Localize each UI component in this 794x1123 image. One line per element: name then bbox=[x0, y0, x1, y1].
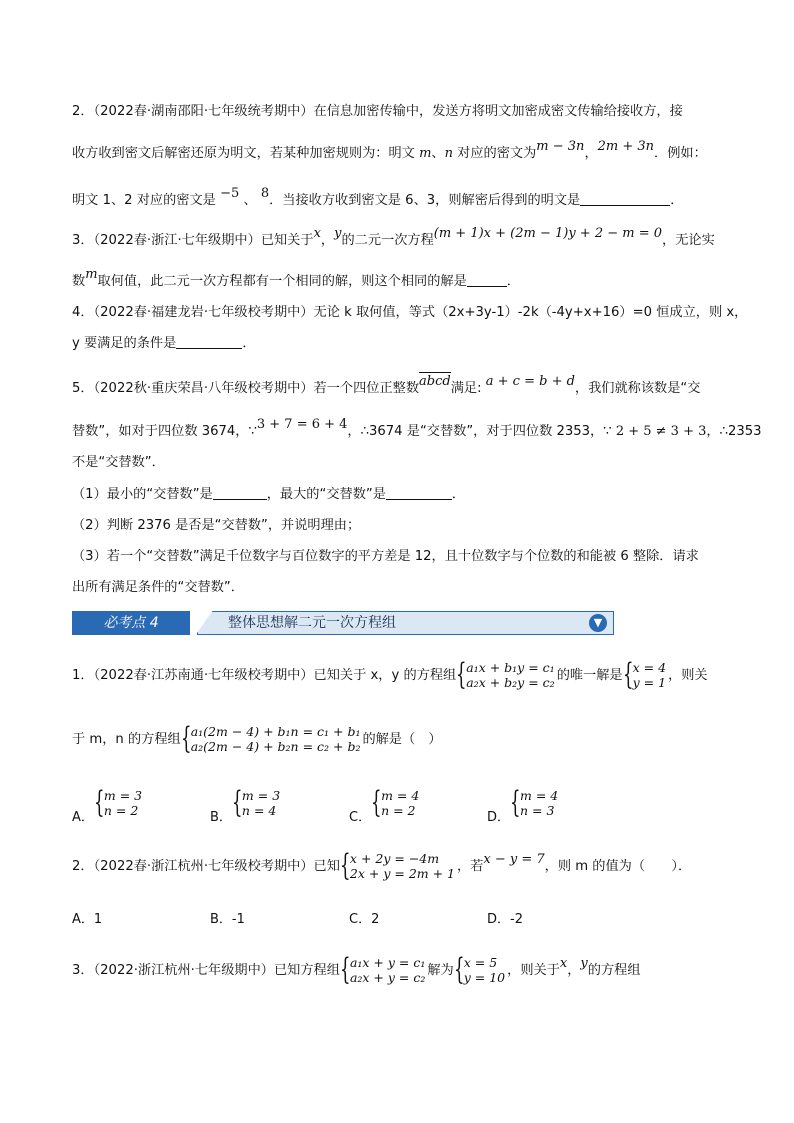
q3-end: ． bbox=[506, 274, 520, 289]
banner-label: 必考点 4 bbox=[72, 611, 190, 635]
option-label: B． bbox=[210, 912, 232, 927]
q4-line-1 bbox=[72, 304, 747, 322]
q2-l3-text-b: ．当接收方收到密文是 6、3，则解密后得到的明文是 bbox=[269, 193, 581, 208]
q2-comma: ， bbox=[584, 146, 598, 161]
option-label: D． bbox=[487, 809, 511, 825]
option-row-1: { m = 3 bbox=[103, 788, 143, 803]
option-value: -2 bbox=[510, 912, 523, 927]
option-row-2: n = 2 bbox=[381, 803, 416, 818]
q3-source: （2022春·浙江·七年级期中） bbox=[93, 233, 261, 248]
s3-text-d: 的方程组 bbox=[587, 963, 641, 978]
q2-var-m: m bbox=[419, 146, 432, 161]
q5-text: 若一个四位正整数 bbox=[313, 381, 420, 396]
s3-var-y: y bbox=[580, 956, 588, 971]
s2-text: 已知 bbox=[313, 859, 340, 874]
q4-number: 4． bbox=[72, 305, 94, 320]
q5-part-2: （2）判断 2376 是否是“交替数”，并说明理由； bbox=[72, 518, 361, 533]
q5-number: 5． bbox=[72, 381, 94, 396]
q3-line-1 bbox=[72, 226, 715, 250]
q2-l2-text-c: ．例如： bbox=[654, 146, 707, 161]
q3-l2-text: 数 bbox=[72, 274, 86, 289]
s1-sol-row-1: { x = 4 bbox=[632, 660, 667, 675]
q4-answer-blank[interactable] bbox=[176, 334, 242, 349]
s3-text: 已知方程组 bbox=[274, 963, 340, 978]
s2-line-1 bbox=[72, 850, 691, 884]
option-system bbox=[234, 788, 280, 818]
s3-sys-row-2: a₂x + y = c₂ bbox=[349, 970, 426, 985]
s3-comma: ， bbox=[567, 963, 581, 978]
s1-sol-row-2: y = 1 bbox=[632, 675, 667, 690]
q5-p1-text: （1）最小的“交替数”是 bbox=[72, 487, 213, 502]
q3-var-y: y bbox=[334, 226, 342, 241]
q2-source: （2022春·湖南邵阳·七年级统考期中） bbox=[93, 104, 314, 119]
option-system bbox=[373, 788, 419, 818]
q2-var-n: n bbox=[444, 146, 453, 161]
q5-part-3-line-2: 出所有满足条件的“交替数”． bbox=[72, 580, 244, 595]
s1-line-2 bbox=[72, 723, 442, 757]
q2-value-2: 8 bbox=[260, 186, 270, 201]
s2-option-d[interactable] bbox=[487, 908, 523, 927]
s2-text-c: ，则 m 的值为（ ）． bbox=[544, 859, 692, 874]
q2-l3-sep: 、 bbox=[243, 193, 257, 208]
option-label: C． bbox=[349, 912, 372, 927]
s1-l2-text-b: 的解是（ ） bbox=[362, 732, 442, 747]
option-row-2: n = 2 bbox=[103, 803, 139, 818]
option-value: 2 bbox=[371, 912, 380, 927]
q3-equation: (m + 1)x + (2m − 1)y + 2 − m = 0 bbox=[433, 226, 663, 241]
s2-text-b: ，若 bbox=[457, 859, 484, 874]
q2-answer-blank[interactable] bbox=[580, 191, 670, 206]
s1-number: 1． bbox=[72, 668, 94, 683]
banner-title: 整体思想解二元一次方程组 bbox=[228, 615, 396, 631]
q3-var-x: x bbox=[313, 226, 321, 241]
q2-end: ． bbox=[670, 193, 684, 208]
s2-system bbox=[342, 851, 455, 881]
s1-sys1-row-1: { a₁x + b₁y = c₁ bbox=[466, 660, 555, 675]
option-label: D． bbox=[487, 912, 511, 927]
q5-l2-text-c: ，∴2353 bbox=[706, 424, 762, 439]
q2-l3-text: 明文 1、2 对应的密文是 bbox=[72, 193, 216, 208]
s2-option-a[interactable] bbox=[72, 908, 102, 927]
s1-system-1 bbox=[458, 660, 554, 690]
q3-var-m: m bbox=[85, 267, 98, 282]
q2-l2-text: 收方收到密文后解密还原为明文，若某种加密规则为：明文 bbox=[72, 146, 415, 161]
s3-sys-row-1: { a₁x + y = c₁ bbox=[349, 955, 426, 970]
section-banner bbox=[72, 611, 612, 635]
s1-option-a[interactable] bbox=[72, 788, 144, 825]
s1-line-1 bbox=[72, 659, 708, 693]
option-row-1: { m = 4 bbox=[520, 788, 559, 803]
option-system bbox=[512, 788, 558, 818]
q5-line-3: 不是“交替数”． bbox=[72, 455, 165, 470]
s1-text: 已知关于 x，y 的方程组 bbox=[313, 668, 457, 683]
s3-number: 3． bbox=[72, 963, 94, 978]
s1-text-c: ，则关 bbox=[668, 668, 708, 683]
s2-source: （2022春·浙江杭州·七年级校考期中） bbox=[93, 859, 314, 874]
s2-option-c[interactable] bbox=[349, 908, 379, 927]
s3-var-x: x bbox=[559, 956, 568, 971]
option-value: -1 bbox=[231, 912, 245, 927]
q5-p1-blank-1[interactable] bbox=[213, 485, 267, 500]
q4-text: 无论 k 取何值，等式（2x+3y-1）-2k（-4y+x+16）=0 恒成立，则 x， bbox=[313, 305, 748, 320]
q2-l2-text-b: 对应的密文为 bbox=[457, 146, 537, 161]
s1-option-d[interactable] bbox=[487, 788, 560, 825]
s2-number: 2． bbox=[72, 859, 94, 874]
s1-source: （2022春·江苏南通·七年级校考期中） bbox=[93, 668, 314, 683]
s3-text-b: 解为 bbox=[427, 963, 454, 978]
s3-source: （2022·浙江杭州·七年级期中） bbox=[93, 963, 274, 978]
option-value: 1 bbox=[93, 912, 103, 927]
s1-text-b: 的唯一解是 bbox=[556, 668, 623, 683]
s3-line-1 bbox=[72, 954, 641, 988]
q5-p1-end: ． bbox=[451, 487, 466, 502]
option-label: A． bbox=[72, 912, 94, 927]
option-row-2: n = 4 bbox=[241, 803, 277, 818]
s1-option-b[interactable] bbox=[210, 788, 282, 825]
s2-option-b[interactable] bbox=[210, 908, 245, 927]
q2-value-1: −5 bbox=[220, 186, 240, 201]
q3-text-b: 的二元一次方程 bbox=[341, 233, 434, 248]
q5-line-2 bbox=[72, 417, 762, 441]
q5-equation: a + c = b + d bbox=[485, 374, 575, 389]
q3-number: 3． bbox=[72, 233, 94, 248]
q2-line-3 bbox=[72, 186, 684, 210]
s2-sys-row-2: 2x + y = 2m + 1 bbox=[349, 866, 456, 881]
option-row-1: { m = 3 bbox=[241, 788, 281, 803]
s2-sys-row-1: { x + 2y = −4m bbox=[349, 851, 440, 866]
option-label: A． bbox=[72, 809, 94, 825]
banner-title-box bbox=[197, 611, 614, 635]
q4-line-2 bbox=[72, 334, 256, 353]
q5-l2-text-b: ，∴3674 是“交替数”，对于四位数 2353，∵ bbox=[347, 424, 612, 439]
q5-p1-text-b: ，最大的“交替数”是 bbox=[266, 487, 386, 502]
q5-p1-blank-2[interactable] bbox=[386, 485, 452, 500]
q3-answer-blank[interactable] bbox=[467, 272, 507, 287]
q5-l2-text: 替数”，如对于四位数 3674，∵ bbox=[72, 424, 257, 439]
q5-text-b: 满足: bbox=[450, 381, 482, 396]
s1-solution bbox=[625, 660, 666, 690]
q4-source: （2022春·福建龙岩·七年级校考期中） bbox=[93, 305, 314, 320]
s1-l2-text: 于 m，n 的方程组 bbox=[72, 732, 181, 747]
s3-solution bbox=[456, 955, 505, 985]
q3-comma: ， bbox=[320, 233, 335, 248]
q5-part-3-line-1: （3）若一个“交替数”满足千位数字与百位数字的平方差是 12，且十位数字与个位数的和能被 6 整除．请求 bbox=[72, 549, 699, 564]
s1-sys2-row-2: a₂(2m − 4) + b₂n = c₂ + b₂ bbox=[190, 739, 361, 754]
chevron-down-circle-icon[interactable]: ▼ bbox=[589, 614, 607, 632]
q2-sep: 、 bbox=[431, 146, 445, 161]
q5-text-c: ，我们就称该数是“交 bbox=[574, 381, 701, 396]
q3-text: 已知关于 bbox=[260, 233, 314, 248]
q4-end: ． bbox=[242, 336, 256, 351]
q5-example-eq-2: 2 + 5 ≠ 3 + 3 bbox=[615, 424, 707, 439]
s2-equation: x − y = 7 bbox=[483, 852, 545, 867]
option-row-1: { m = 4 bbox=[381, 788, 420, 803]
q2-cipher-expr-1: m − 3n bbox=[536, 139, 585, 154]
option-label: B． bbox=[210, 809, 232, 825]
q4-l2-text: y 要满足的条件是 bbox=[72, 336, 177, 351]
s3-text-c: ，则关于 bbox=[507, 963, 560, 978]
q3-line-2 bbox=[72, 267, 520, 291]
s3-sol-row-1: { x = 5 bbox=[463, 955, 498, 970]
option-label: C． bbox=[349, 809, 372, 825]
q2-line-1 bbox=[72, 103, 683, 121]
q5-part-1 bbox=[72, 485, 465, 504]
option-system bbox=[96, 788, 142, 818]
s1-sys1-row-2: a₂x + b₂y = c₂ bbox=[466, 675, 555, 690]
s1-system-2 bbox=[183, 724, 361, 754]
q5-source: （2022秋·重庆荣昌·八年级校考期中） bbox=[93, 381, 314, 396]
q3-l2-text-b: 取何值，此二元一次方程都有一个相同的解，则这个相同的解是 bbox=[97, 274, 467, 289]
q5-abcd-overline: abcd bbox=[419, 374, 451, 389]
q2-line-2 bbox=[72, 139, 707, 163]
q3-text-c: ，无论实 bbox=[662, 233, 715, 248]
s3-sol-row-2: y = 10 bbox=[463, 970, 506, 985]
s1-sys2-row-1: { a₁(2m − 4) + b₁n = c₁ + b₁ bbox=[190, 724, 361, 739]
q2-text: 在信息加密传输中，发送方将明文加密成密文传输给接收方，接 bbox=[313, 104, 683, 119]
q5-line-1 bbox=[72, 374, 701, 398]
q5-example-eq-1: 3 + 7 = 6 + 4 bbox=[256, 417, 348, 432]
s1-option-c[interactable] bbox=[349, 788, 421, 825]
q2-cipher-expr-2: 2m + 3n bbox=[597, 139, 655, 154]
s3-system bbox=[342, 955, 425, 985]
q2-number: 2． bbox=[72, 104, 94, 119]
option-row-2: n = 3 bbox=[520, 803, 555, 818]
